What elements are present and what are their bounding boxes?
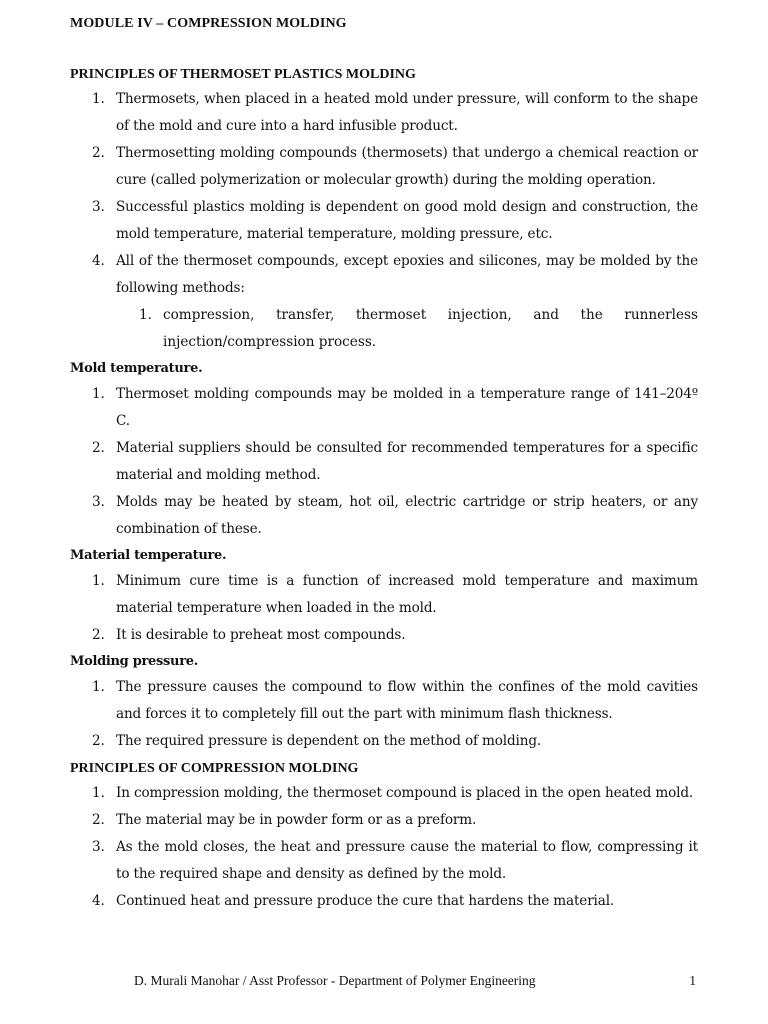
molding-pressure-list <box>70 674 698 755</box>
list-item-number: 4. <box>92 893 105 909</box>
section-heading-thermoset-principles: PRINCIPLES OF THERMOSET PLASTICS MOLDING <box>70 67 416 82</box>
list-item <box>70 568 698 622</box>
list-item-text: All of the thermoset compounds, except epoxies and silicones, may be molded by the following methods: <box>116 253 698 296</box>
list-item-text: Continued heat and pressure produce the cure that hardens the material. <box>116 893 615 909</box>
list-item-text: Thermoset molding compounds may be molded in a temperature range of 141–204º C. <box>116 386 698 429</box>
list-item-text: Molds may be heated by steam, hot oil, electric cartridge or strip heaters, or any combination of these. <box>116 494 698 537</box>
footer-author: D. Murali Manohar / Asst Professor - Department of Polymer Engineering <box>134 973 536 988</box>
list-item <box>70 248 698 302</box>
section-heading-molding-pressure: Molding pressure. <box>70 654 198 669</box>
list-item-number: 2. <box>92 812 105 828</box>
list-item-text: The required pressure is dependent on the method of molding. <box>116 733 542 749</box>
list-item <box>70 381 698 435</box>
page-number: 1 <box>689 973 696 988</box>
list-item <box>70 194 698 248</box>
list-item <box>70 834 698 888</box>
list-item-text: The pressure causes the compound to flow within the confines of the mold cavities and forces it to completely fill out the part with minimum flash thickness. <box>116 679 698 722</box>
list-item-text: The material may be in powder form or as a preform. <box>116 812 477 828</box>
list-item-text: In compression molding, the thermoset compound is placed in the open heated mold. <box>116 785 694 801</box>
list-item-number: 2. <box>92 627 105 643</box>
list-item-number: 3. <box>92 199 105 215</box>
list-item-text: It is desirable to preheat most compounds. <box>116 627 406 643</box>
section-heading-mold-temperature: Mold temperature. <box>70 361 203 376</box>
section-heading-compression-principles: PRINCIPLES OF COMPRESSION MOLDING <box>70 761 359 776</box>
list-item <box>70 674 698 728</box>
compression-principles-list <box>70 780 698 915</box>
list-item-number: 3. <box>92 839 105 855</box>
molding-methods-sublist <box>70 302 698 356</box>
list-item-number: 4. <box>92 253 105 269</box>
list-item-number: 1. <box>92 785 105 801</box>
list-item <box>70 622 698 649</box>
list-item-number: 1. <box>92 91 105 107</box>
list-item-number: 1. <box>92 386 105 402</box>
mold-temperature-list <box>70 381 698 543</box>
list-item-number: 2. <box>92 440 105 456</box>
list-item-number: 2. <box>92 733 105 749</box>
list-item-number: 1. <box>92 573 105 589</box>
sub-list-item-line: compression, transfer, thermoset injection, and the runnerless <box>163 307 698 323</box>
list-item-text: Thermosets, when placed in a heated mold under pressure, will conform to the shape of the mold and cure into a hard infusible product. <box>116 91 698 134</box>
module-title: MODULE IV – COMPRESSION MOLDING <box>70 16 347 31</box>
list-item-text: Minimum cure time is a function of increased mold temperature and maximum material temperature when loaded in the mold. <box>116 573 698 616</box>
sub-list-item-number: 1. <box>139 307 152 323</box>
list-item-number: 1. <box>92 679 105 695</box>
sub-list-item <box>116 302 698 356</box>
list-item-text: Successful plastics molding is dependent on good mold design and construction, the mold temperature, material temperature, molding pressure, etc. <box>116 199 698 242</box>
list-item-number: 2. <box>92 145 105 161</box>
material-temperature-list <box>70 568 698 649</box>
list-item <box>70 86 698 140</box>
section-heading-material-temperature: Material temperature. <box>70 548 227 563</box>
list-item-number: 3. <box>92 494 105 510</box>
sub-list-item-line: injection/compression process. <box>163 334 377 350</box>
list-item <box>70 807 698 834</box>
document-body <box>70 63 698 915</box>
thermoset-principles-list <box>70 86 698 302</box>
list-item-text: Thermosetting molding compounds (thermosets) that undergo a chemical reaction or cure (called polymerization or molecular growth) during the molding operation. <box>116 145 698 188</box>
list-item <box>70 489 698 543</box>
list-item-text: As the mold closes, the heat and pressure cause the material to flow, compressing it to the required shape and density as defined by the mold. <box>116 839 698 882</box>
list-item <box>70 728 698 755</box>
list-item <box>70 140 698 194</box>
list-item-text: Material suppliers should be consulted for recommended temperatures for a specific material and molding method. <box>116 440 698 483</box>
list-item <box>70 435 698 489</box>
list-item <box>70 888 698 915</box>
list-item <box>70 780 698 807</box>
